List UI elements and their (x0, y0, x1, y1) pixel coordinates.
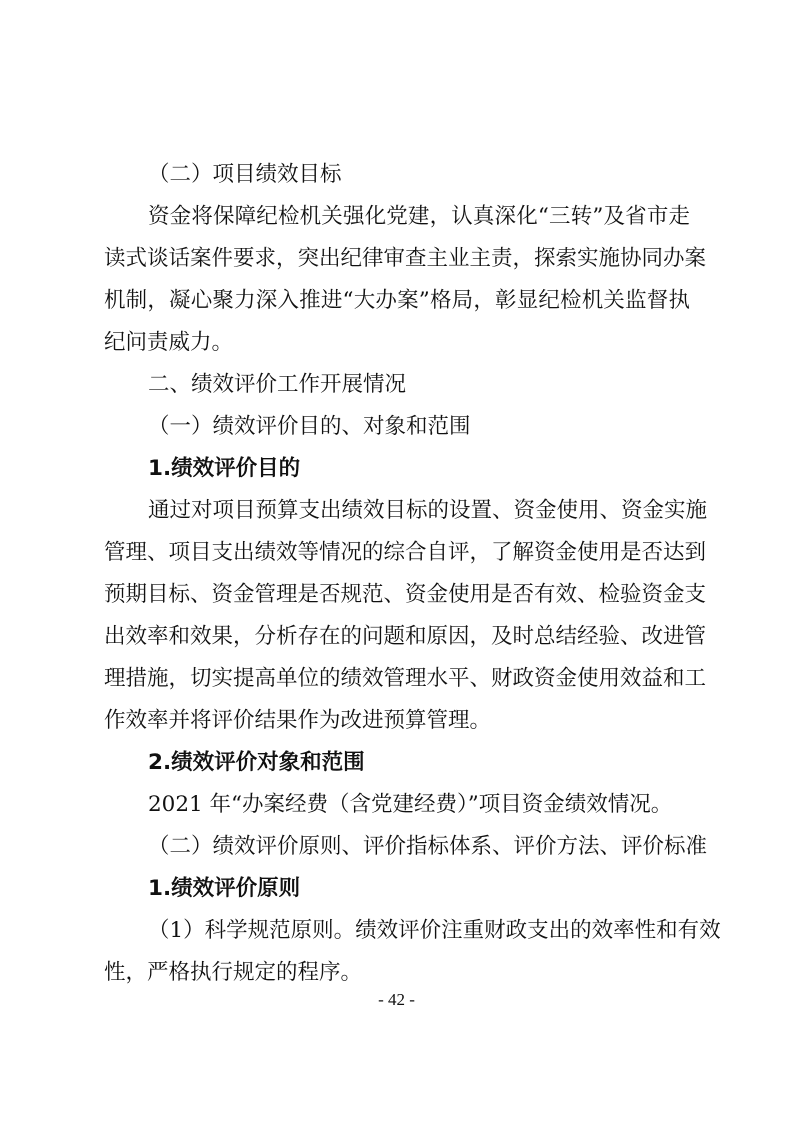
bold-heading-evaluation-principles: 1.绩效评价原则 (148, 876, 301, 901)
subheading-principles-indicators-methods: （二）绩效评价原则、评价指标体系、评价方法、评价标准 (148, 834, 708, 859)
section-heading: 二、绩效评价工作开展情况 (148, 372, 407, 397)
bold-heading-evaluation-object-scope: 2.绩效评价对象和范围 (148, 750, 365, 775)
paragraph-line: 纪问责威力。 (104, 330, 234, 355)
paragraph-line: 出效率和效果，分析存在的问题和原因，及时总结经验、改进管 (104, 624, 707, 649)
paragraph-line: 理措施，切实提高单位的绩效管理水平、财政资金使用效益和工 (104, 666, 707, 691)
paragraph-line: 资金将保障纪检机关强化党建，认真深化“三转”及省市走 (148, 204, 690, 229)
paragraph-line: 2021 年“办案经费（含党建经费）”项目资金绩效情况。 (148, 792, 673, 817)
paragraph-line: 通过对项目预算支出绩效目标的设置、资金使用、资金实施 (148, 498, 708, 523)
page-number: - 42 - (378, 990, 415, 1009)
subheading-project-performance-goal: （二）项目绩效目标 (148, 162, 342, 187)
paragraph-line: 机制，凝心聚力深入推进“大办案”格局，彰显纪检机关监督执 (104, 288, 690, 313)
paragraph-line: 性，严格执行规定的程序。 (104, 960, 363, 985)
paragraph-line: 作效率并将评价结果作为改进预算管理。 (104, 708, 492, 733)
paragraph-line: 读式谈话案件要求，突出纪律审查主业主责，探索实施协同办案 (104, 246, 707, 271)
paragraph-line: 管理、项目支出绩效等情况的综合自评，了解资金使用是否达到 (104, 540, 707, 565)
subheading-purpose-object-scope: （一）绩效评价目的、对象和范围 (148, 414, 471, 439)
paragraph-line: （1）科学规范原则。绩效评价注重财政支出的效率性和有效 (148, 918, 721, 943)
bold-heading-evaluation-purpose: 1.绩效评价目的 (148, 456, 301, 481)
paragraph-line: 预期目标、资金管理是否规范、资金使用是否有效、检验资金支 (104, 582, 707, 607)
